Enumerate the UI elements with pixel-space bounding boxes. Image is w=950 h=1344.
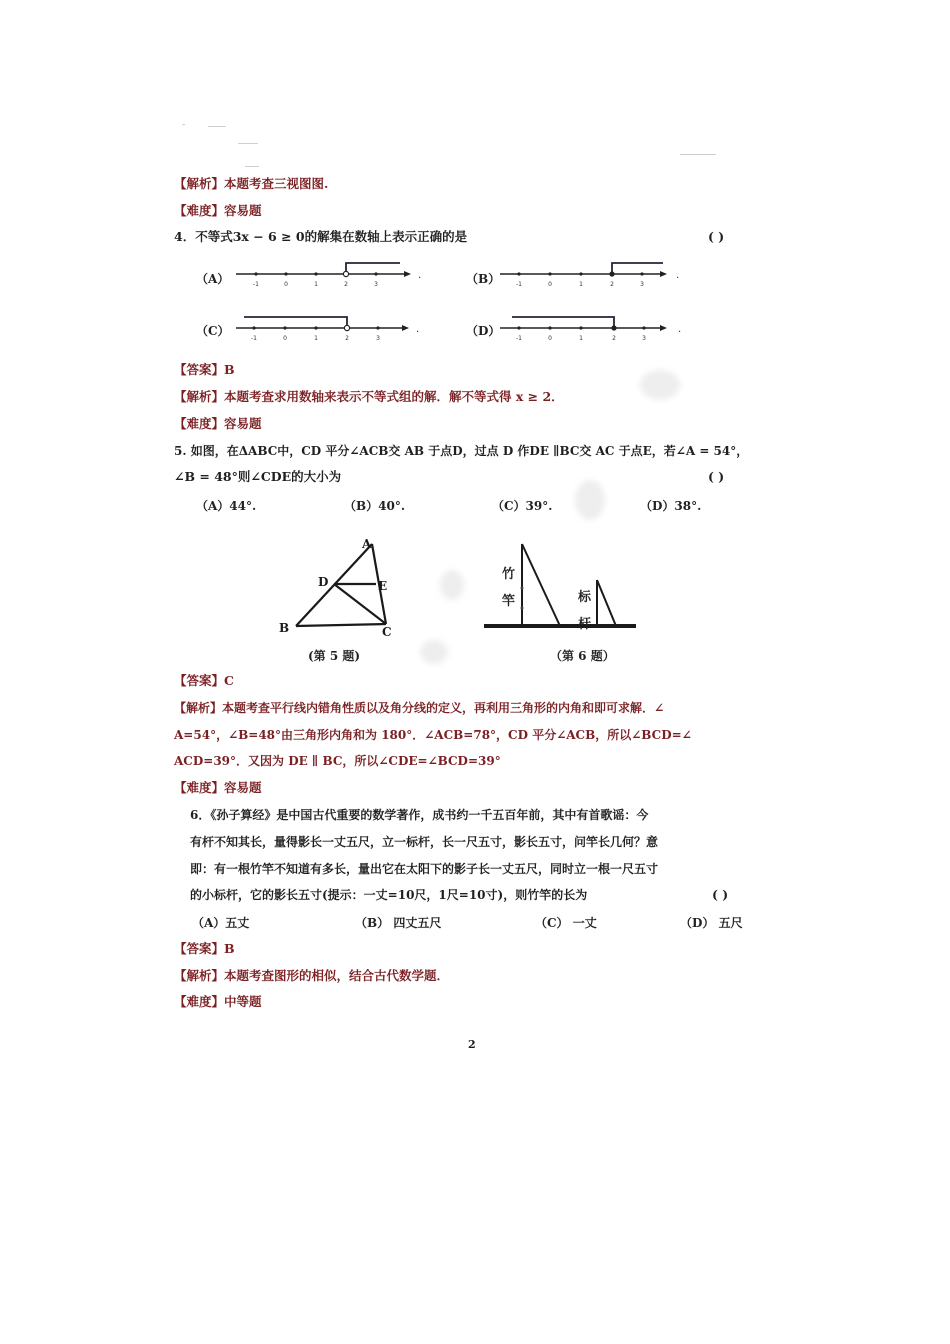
svg-text:3: 3 [374, 281, 378, 288]
svg-text:3: 3 [640, 281, 644, 288]
svg-text:3: 3 [376, 335, 380, 342]
scan-smudge [420, 640, 448, 664]
svg-text:.: . [676, 270, 680, 281]
q4-option-d-label: （D） [466, 324, 501, 338]
svg-text:.: . [678, 324, 682, 335]
scan-smudge [575, 480, 605, 520]
svg-text:0: 0 [283, 335, 287, 342]
q6-stem-line4: 的小标杆，它的影长五寸(提示：一丈=10尺，1尺=10寸)，则竹竿的长为 [190, 888, 588, 902]
q6-answer-paren: ( ) [712, 887, 729, 902]
q6-stem-line1: 6．《孙子算经》是中国古代重要的数学著作，成书约一千五百年前，其中有首歌谣：今 [190, 808, 649, 822]
q4-stem: 4．不等式3x − 6 ≥ 0的解集在数轴上表示正确的是 [174, 229, 468, 244]
svg-text:0: 0 [548, 281, 552, 288]
q4-answer-paren: ( ) [708, 229, 725, 244]
q5-analysis-line1: 【解析】本题考查平行线内错角性质以及角分线的定义，再利用三角形的内角和即可求解．∠ [174, 701, 665, 715]
q4-option-b-numberline [500, 258, 690, 290]
q6-label-pole-2: 竿 [502, 594, 516, 609]
scan-artifact [182, 124, 185, 125]
q4-option-c-numberline [236, 310, 426, 342]
svg-text:C: C [382, 625, 392, 638]
q4-difficulty: 【难度】容易题 [174, 416, 262, 431]
svg-text:D: D [318, 575, 329, 589]
svg-text:.: . [416, 324, 420, 335]
svg-text:-1: -1 [253, 281, 259, 288]
q6-label-marker-1: 标 [578, 590, 592, 605]
q6-option-b: （B） 四丈五尺 [355, 916, 442, 930]
svg-text:2: 2 [610, 281, 614, 288]
q5-answer-paren: ( ) [708, 469, 725, 484]
svg-text:-1: -1 [516, 281, 522, 288]
svg-text:2: 2 [345, 335, 349, 342]
q6-difficulty: 【难度】中等题 [174, 994, 262, 1009]
prev-difficulty: 【难度】容易题 [174, 203, 262, 218]
q6-label-pole-1: 竹 [502, 567, 516, 582]
q5-figure-caption: (第 5 题) [308, 649, 361, 663]
scan-artifact [238, 143, 258, 144]
q4-option-a-label: （A） [196, 272, 230, 286]
scan-artifact [208, 126, 226, 127]
point-a-label: A [362, 537, 372, 551]
q6-option-a: （A）五丈 [192, 916, 250, 930]
q5-option-c: （C）39°. [492, 499, 553, 513]
svg-text:1: 1 [579, 335, 583, 342]
q5-option-d: （D）38°. [640, 499, 702, 513]
q4-option-a-numberline [236, 258, 426, 290]
scan-artifact [680, 154, 716, 155]
svg-text:1: 1 [579, 281, 583, 288]
q6-analysis: 【解析】本题考查图形的相似，结合古代数学题． [174, 968, 450, 983]
svg-text:-1: -1 [516, 335, 522, 342]
q5-analysis-line2: A=54°，∠B=48°由三角形内角和为 180°．∠ACB=78°，CD 平分∠ACB，所以∠BCD=∠ [174, 728, 692, 742]
svg-text:1: 1 [314, 281, 318, 288]
q5-option-a: （A）44°. [196, 499, 257, 513]
q6-stem-line2: 有杆不知其长，量得影长一丈五尺，立一标杆，长一尺五寸，影长五寸，问竿长几何？意 [190, 835, 659, 849]
q5-option-b: （B）40°. [344, 499, 406, 513]
q6-figure-caption: （第 6 题） [550, 649, 615, 663]
q5-stem-line2: ∠B = 48°则∠CDE的大小为 [174, 469, 342, 484]
svg-text:.: . [418, 270, 422, 281]
svg-text:0: 0 [284, 281, 288, 288]
svg-text:2: 2 [612, 335, 616, 342]
q6-answer: 【答案】B [174, 941, 235, 956]
prev-analysis: 【解析】本题考查三视图图. [174, 176, 329, 191]
svg-text:1: 1 [314, 335, 318, 342]
q4-option-c-label: （C） [196, 324, 230, 338]
q6-option-d: （D） 五尺 [680, 916, 743, 930]
q6-option-c: （C） 一丈 [535, 916, 597, 930]
q5-answer: 【答案】C [174, 673, 234, 688]
q6-shadow-figure [480, 536, 640, 636]
q6-label-marker-2: 杆 [578, 617, 592, 632]
scan-smudge [640, 370, 680, 400]
q5-triangle-figure [276, 534, 406, 638]
q6-stem-line3: 即：有一根竹竿不知道有多长，量出它在太阳下的影子长一丈五尺，同时立一根一尺五寸 [190, 862, 659, 876]
q4-answer: 【答案】B [174, 362, 235, 377]
svg-text:2: 2 [344, 281, 348, 288]
q4-option-b-label: （B） [466, 272, 501, 286]
q5-analysis-line3: ACD=39°．又因为 DE ∥ BC，所以∠CDE=∠BCD=39° [174, 754, 501, 768]
q4-analysis: 【解析】本题考查求用数轴来表示不等式组的解．解不等式得 x ≥ 2． [174, 389, 564, 404]
svg-text:-1: -1 [251, 335, 257, 342]
page-number: 2 [468, 1038, 476, 1051]
q4-option-d-numberline [500, 310, 690, 342]
q5-stem-line1: 5. 如图，在ΔABC中，CD 平分∠ACB交 AB 于点D，过点 D 作DE ∥BC交 AC 于点E，若∠A = 54°， [174, 444, 749, 458]
svg-text:B: B [279, 621, 290, 635]
svg-text:E: E [378, 579, 388, 593]
scan-smudge [440, 570, 464, 600]
scan-artifact [245, 166, 259, 167]
svg-text:0: 0 [548, 335, 552, 342]
svg-text:3: 3 [642, 335, 646, 342]
q5-difficulty: 【难度】容易题 [174, 780, 262, 795]
